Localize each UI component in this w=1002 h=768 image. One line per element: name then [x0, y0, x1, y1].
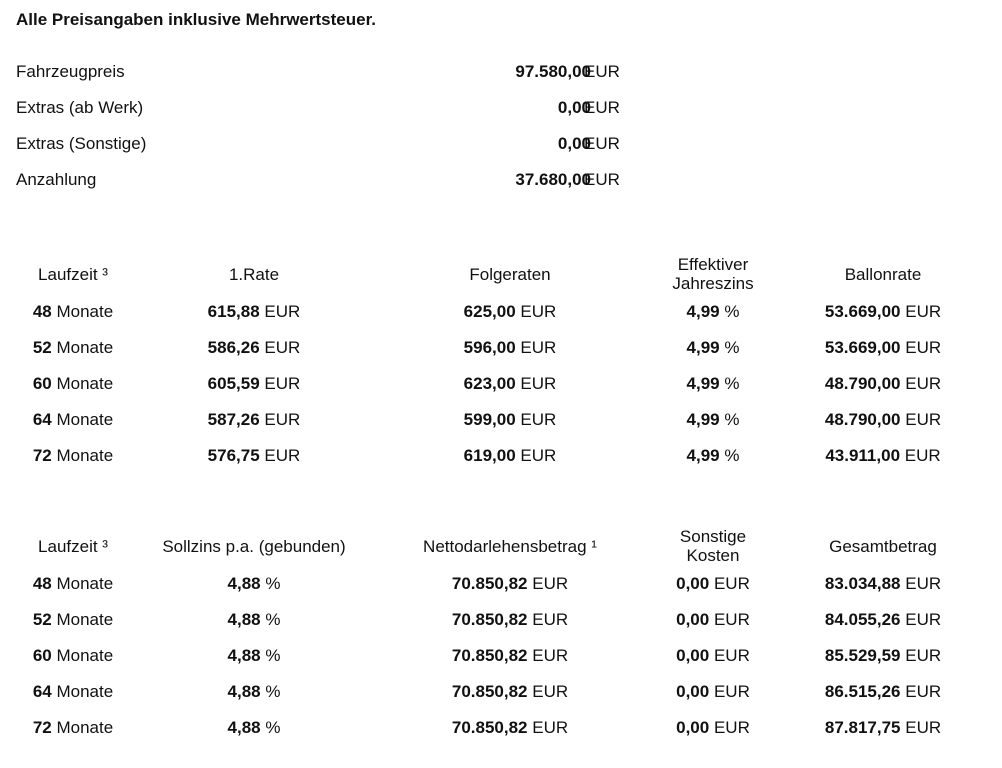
borrowing-rate-cell-unit: % [265, 682, 281, 701]
borrowing-rate-cell-unit: % [265, 718, 281, 737]
summary-label: Extras (ab Werk) [16, 98, 144, 117]
summary-unit: EUR [584, 62, 620, 81]
other-costs-cell-value: 0,00 [676, 718, 710, 737]
term-cell-unit: Monate [56, 610, 114, 629]
term-cell-unit: Monate [56, 338, 114, 357]
follow-rate-cell [362, 330, 658, 366]
summary-label: Extras (Sonstige) [16, 134, 147, 153]
other-costs-cell-unit: EUR [713, 574, 750, 593]
apr-cell-unit: % [724, 374, 740, 393]
price-summary [16, 60, 636, 204]
term-cell-unit: Monate [56, 374, 114, 393]
net-loan-cell-unit: EUR [532, 682, 569, 701]
table-row [0, 294, 998, 330]
net-loan-cell-unit: EUR [532, 718, 569, 737]
balloon-cell-value: 53.669,00 [824, 338, 901, 357]
term-cell [0, 402, 146, 438]
apr-cell-value: 4,99 [686, 338, 720, 357]
apr-cell-value: 4,99 [686, 410, 720, 429]
term-cell-value: 48 [32, 574, 52, 593]
other-costs-cell-value: 0,00 [676, 646, 710, 665]
term-cell-unit: Monate [56, 574, 114, 593]
borrowing-rate-cell-value: 4,88 [227, 574, 261, 593]
header-term: Laufzeit ³ [38, 536, 108, 556]
first-rate-cell-value: 605,59 [207, 374, 260, 393]
net-loan-cell-unit: EUR [532, 574, 569, 593]
follow-rate-cell [362, 402, 658, 438]
other-costs-cell [658, 602, 768, 638]
total-cell-unit: EUR [905, 718, 942, 737]
total-cell-unit: EUR [905, 574, 942, 593]
total-cell [768, 638, 998, 674]
term-cell-unit: Monate [56, 682, 114, 701]
summary-value: 0,00 [557, 134, 591, 153]
balloon-cell [768, 402, 998, 438]
price-note: Alle Preisangaben inklusive Mehrwertsteuer. [16, 10, 376, 29]
table-row [0, 438, 998, 474]
table-row [0, 330, 998, 366]
follow-rate-cell-unit: EUR [520, 374, 557, 393]
borrowing-rate-cell-value: 4,88 [227, 682, 261, 701]
summary-row-extras-factory [16, 96, 636, 132]
header-follow-rates: Folgeraten [469, 264, 551, 284]
summary-row-down-payment [16, 168, 636, 204]
summary-row-vehicle-price [16, 60, 636, 96]
apr-cell-unit: % [724, 338, 740, 357]
borrowing-rate-cell [146, 566, 362, 602]
term-cell-unit: Monate [56, 718, 114, 737]
follow-rate-cell-value: 623,00 [463, 374, 516, 393]
follow-rate-cell [362, 438, 658, 474]
balloon-cell-value: 48.790,00 [824, 374, 901, 393]
term-cell [0, 438, 146, 474]
other-costs-cell-value: 0,00 [676, 574, 710, 593]
term-cell-value: 52 [32, 338, 52, 357]
term-cell-value: 60 [32, 646, 52, 665]
balloon-cell-unit: EUR [905, 374, 942, 393]
header-other-costs-line1: Sonstige [679, 527, 747, 546]
follow-rate-cell-unit: EUR [520, 446, 557, 465]
follow-rate-cell-value: 619,00 [463, 446, 516, 465]
term-cell-value: 60 [32, 374, 52, 393]
term-cell-value: 52 [32, 610, 52, 629]
term-cell-value: 64 [32, 682, 52, 701]
net-loan-cell [362, 674, 658, 710]
total-cell [768, 674, 998, 710]
term-cell [0, 638, 146, 674]
balloon-cell-unit: EUR [904, 446, 941, 465]
balloon-cell-unit: EUR [905, 410, 942, 429]
other-costs-cell-value: 0,00 [676, 682, 710, 701]
borrowing-rate-cell-unit: % [265, 610, 281, 629]
first-rate-cell-value: 586,26 [207, 338, 260, 357]
summary-row-extras-other [16, 132, 636, 168]
follow-rate-cell-unit: EUR [520, 410, 557, 429]
apr-cell [658, 402, 768, 438]
other-costs-cell-unit: EUR [713, 718, 750, 737]
borrowing-rate-cell [146, 602, 362, 638]
summary-value: 97.580,00 [515, 62, 591, 81]
balloon-cell-value: 48.790,00 [824, 410, 901, 429]
table-row [0, 710, 998, 746]
term-cell [0, 294, 146, 330]
first-rate-cell [146, 366, 362, 402]
summary-label: Fahrzeugpreis [16, 62, 125, 81]
apr-cell-value: 4,99 [686, 302, 720, 321]
first-rate-cell [146, 294, 362, 330]
first-rate-cell [146, 402, 362, 438]
balloon-cell [768, 366, 998, 402]
borrowing-rate-cell [146, 674, 362, 710]
balloon-cell-value: 53.669,00 [824, 302, 901, 321]
first-rate-cell-unit: EUR [264, 338, 301, 357]
net-loan-cell [362, 602, 658, 638]
table-row [0, 366, 998, 402]
total-cell-value: 85.529,59 [824, 646, 901, 665]
net-loan-cell-unit: EUR [532, 610, 569, 629]
apr-cell [658, 366, 768, 402]
first-rate-cell [146, 330, 362, 366]
other-costs-cell [658, 710, 768, 746]
apr-cell-value: 4,99 [686, 374, 720, 393]
term-cell [0, 566, 146, 602]
total-cell-value: 86.515,26 [824, 682, 901, 701]
table-header-row [0, 526, 998, 566]
term-cell [0, 674, 146, 710]
header-first-rate: 1.Rate [228, 264, 280, 284]
net-loan-cell [362, 710, 658, 746]
first-rate-cell-value: 615,88 [207, 302, 260, 321]
net-loan-cell [362, 566, 658, 602]
header-borrowing-rate: Sollzins p.a. (gebunden) [162, 536, 346, 556]
other-costs-cell [658, 674, 768, 710]
first-rate-cell-unit: EUR [264, 302, 301, 321]
other-costs-cell-value: 0,00 [676, 610, 710, 629]
apr-cell-value: 4,99 [686, 446, 720, 465]
summary-unit: EUR [584, 134, 620, 153]
balloon-cell-value: 43.911,00 [825, 446, 901, 465]
borrowing-rate-cell-unit: % [265, 574, 281, 593]
first-rate-cell-value: 576,75 [207, 446, 260, 465]
balloon-cell [768, 330, 998, 366]
borrowing-rate-cell [146, 638, 362, 674]
total-cell-unit: EUR [905, 682, 942, 701]
term-cell-unit: Monate [56, 646, 114, 665]
other-costs-cell-unit: EUR [713, 682, 750, 701]
balloon-cell [768, 294, 998, 330]
summary-value: 0,00 [557, 98, 591, 117]
follow-rate-cell-value: 596,00 [463, 338, 516, 357]
other-costs-cell [658, 638, 768, 674]
header-other-costs [658, 526, 768, 566]
apr-cell [658, 330, 768, 366]
summary-value: 37.680,00 [515, 170, 591, 189]
term-cell-value: 64 [32, 410, 52, 429]
follow-rate-cell-value: 599,00 [463, 410, 516, 429]
other-costs-cell-unit: EUR [713, 610, 750, 629]
net-loan-cell-value: 70.850,82 [451, 646, 528, 665]
net-loan-cell [362, 638, 658, 674]
first-rate-cell [146, 438, 362, 474]
term-cell-value: 48 [32, 302, 52, 321]
term-cell-unit: Monate [56, 410, 114, 429]
balloon-cell-unit: EUR [905, 302, 942, 321]
apr-cell [658, 438, 768, 474]
follow-rate-cell-unit: EUR [520, 338, 557, 357]
header-total: Gesamtbetrag [829, 536, 937, 556]
table-row [0, 674, 998, 710]
summary-unit: EUR [584, 98, 620, 117]
table-row [0, 402, 998, 438]
term-cell [0, 366, 146, 402]
summary-label: Anzahlung [16, 170, 97, 189]
follow-rate-cell-value: 625,00 [463, 302, 516, 321]
borrowing-rate-cell-value: 4,88 [227, 610, 261, 629]
apr-cell [658, 294, 768, 330]
term-cell-unit: Monate [56, 446, 114, 465]
follow-rate-cell [362, 294, 658, 330]
apr-cell-unit: % [724, 410, 740, 429]
total-cell [768, 602, 998, 638]
first-rate-cell-value: 587,26 [207, 410, 260, 429]
header-other-costs-line2: Kosten [686, 546, 740, 565]
table-row [0, 602, 998, 638]
net-loan-cell-value: 70.850,82 [451, 718, 528, 737]
borrowing-rate-cell-unit: % [265, 646, 281, 665]
term-cell-value: 72 [32, 718, 52, 737]
first-rate-cell-unit: EUR [264, 446, 301, 465]
net-loan-cell-value: 70.850,82 [451, 610, 528, 629]
borrowing-rate-cell [146, 710, 362, 746]
net-loan-cell-unit: EUR [532, 646, 569, 665]
other-costs-cell-unit: EUR [713, 646, 750, 665]
loan-details-table [0, 526, 998, 746]
other-costs-cell [658, 566, 768, 602]
first-rate-cell-unit: EUR [264, 410, 301, 429]
net-loan-cell-value: 70.850,82 [451, 682, 528, 701]
term-cell [0, 710, 146, 746]
total-cell-unit: EUR [905, 646, 942, 665]
header-net-loan: Nettodarlehensbetrag ¹ [423, 536, 597, 556]
borrowing-rate-cell-value: 4,88 [227, 718, 261, 737]
apr-cell-unit: % [724, 446, 740, 465]
header-apr [658, 254, 768, 294]
header-apr-line1: Effektiver [677, 255, 749, 274]
term-cell-value: 72 [32, 446, 52, 465]
total-cell [768, 566, 998, 602]
balloon-cell [768, 438, 998, 474]
table-row [0, 566, 998, 602]
follow-rate-cell-unit: EUR [520, 302, 557, 321]
term-cell [0, 330, 146, 366]
term-cell-unit: Monate [56, 302, 114, 321]
total-cell-value: 87.817,75 [824, 718, 901, 737]
total-cell-unit: EUR [905, 610, 942, 629]
net-loan-cell-value: 70.850,82 [451, 574, 528, 593]
total-cell-value: 84.055,26 [824, 610, 901, 629]
total-cell-value: 83.034,88 [824, 574, 901, 593]
total-cell [768, 710, 998, 746]
term-cell [0, 602, 146, 638]
header-balloon: Ballonrate [844, 264, 922, 284]
apr-cell-unit: % [724, 302, 740, 321]
table-header-row [0, 254, 998, 294]
header-apr-line2: Jahreszins [672, 274, 754, 293]
follow-rate-cell [362, 366, 658, 402]
table-row [0, 638, 998, 674]
borrowing-rate-cell-value: 4,88 [227, 646, 261, 665]
installment-table [0, 254, 998, 474]
summary-unit: EUR [584, 170, 620, 189]
first-rate-cell-unit: EUR [264, 374, 301, 393]
balloon-cell-unit: EUR [905, 338, 942, 357]
header-term: Laufzeit ³ [38, 264, 108, 284]
